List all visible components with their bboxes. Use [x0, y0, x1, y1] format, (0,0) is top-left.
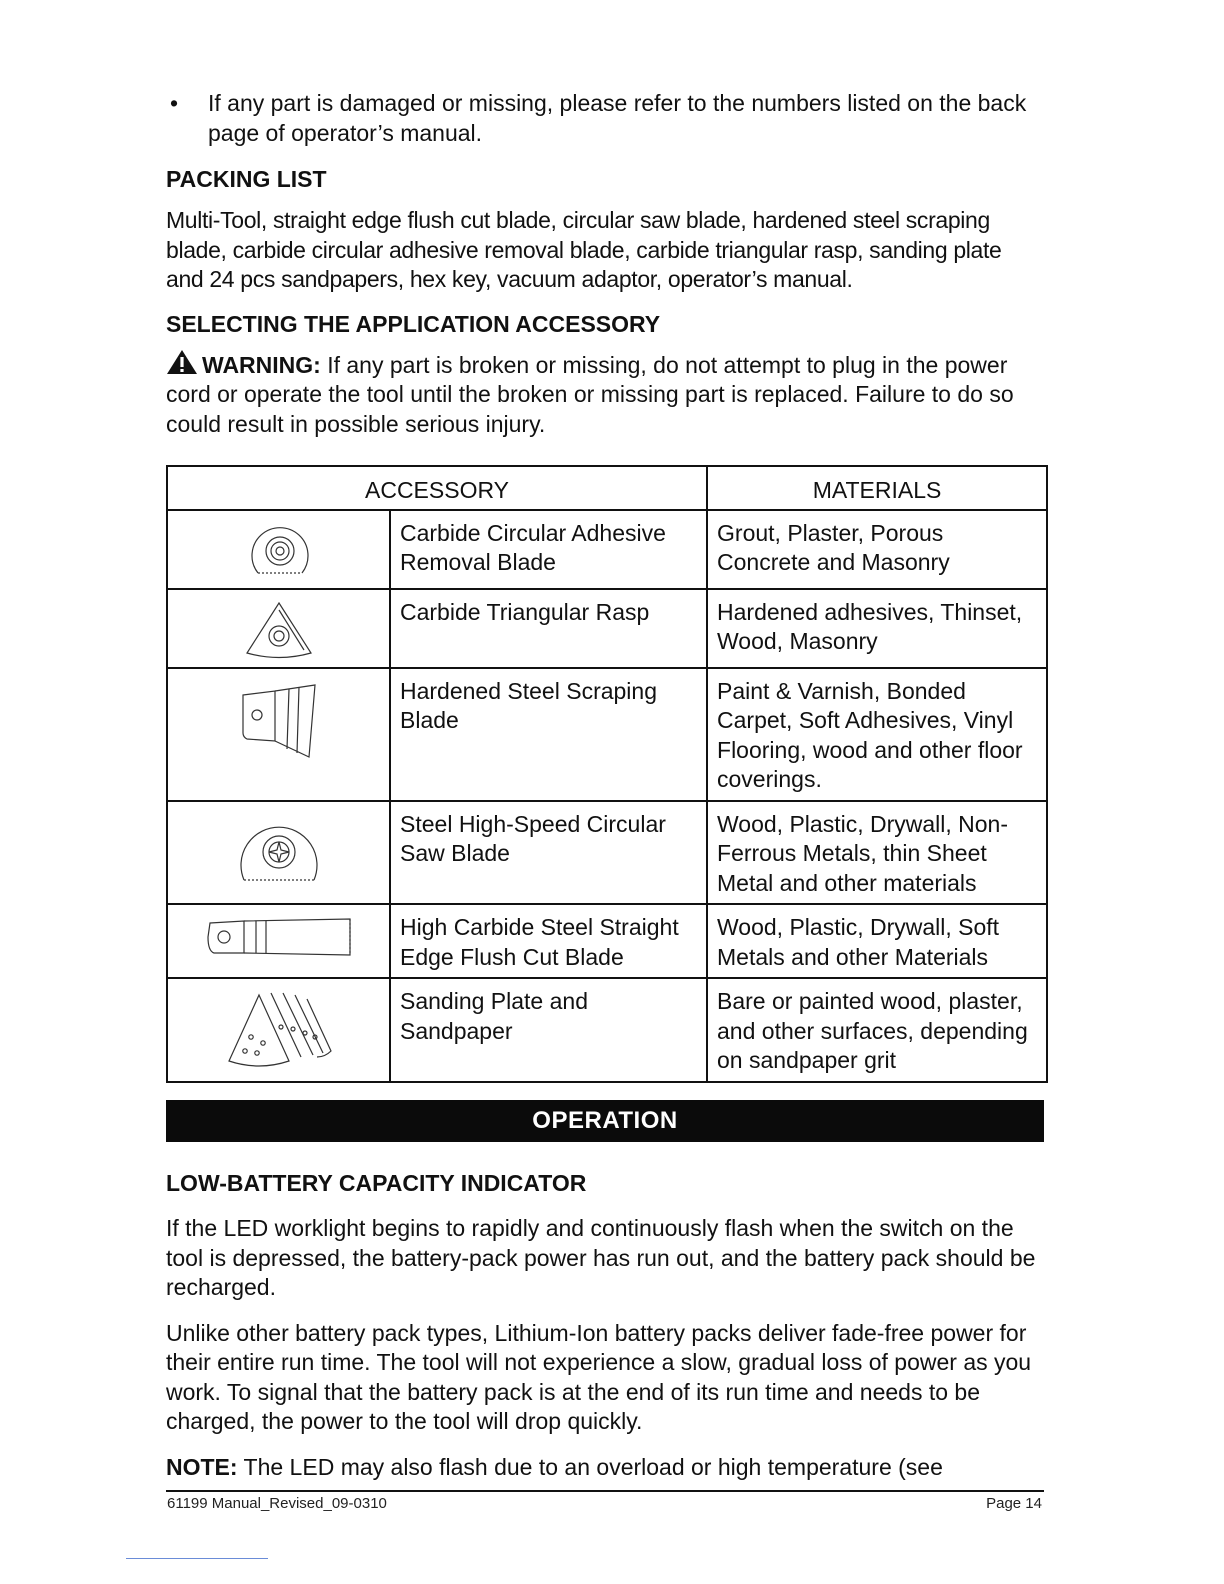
accessory-name: High Carbide Steel Straight Edge Flush Cut Blade	[390, 904, 707, 978]
accessory-materials: Hardened adhesives, Thinset, Wood, Masonry	[707, 589, 1047, 668]
table-row	[167, 801, 1047, 905]
accessory-image-cell	[167, 668, 390, 801]
table-row	[167, 589, 1047, 668]
accessory-materials: Wood, Plastic, Drywall, Soft Metals and other Materials	[707, 904, 1047, 978]
triangular-rasp-icon	[241, 598, 317, 662]
sanding-plate-icon	[219, 987, 339, 1071]
footer-document-id: 61199 Manual_Revised_09-0310	[167, 1495, 387, 1512]
accessory-materials: Bare or painted wood, plaster, and other surfaces, depending on sandpaper grit	[707, 978, 1047, 1082]
accessory-image-cell	[167, 801, 390, 905]
flush-cut-blade-icon	[204, 913, 354, 961]
table-row	[167, 978, 1047, 1082]
accessory-materials: Wood, Plastic, Drywall, Non-Ferrous Metals, thin Sheet Metal and other materials	[707, 801, 1047, 905]
accessory-materials: Grout, Plaster, Porous Concrete and Masonry	[707, 510, 1047, 589]
table-row	[167, 904, 1047, 978]
bullet-icon: •	[170, 90, 179, 116]
table-header-row	[167, 466, 1047, 510]
note-paragraph	[166, 1453, 1044, 1483]
accessory-name: Carbide Circular Adhesive Removal Blade	[390, 510, 707, 589]
circular-adhesive-blade-icon	[244, 519, 314, 583]
note-label: NOTE:	[166, 1453, 238, 1480]
accessory-name: Steel High-Speed Circular Saw Blade	[390, 801, 707, 905]
warning-text: If any part is broken or missing, do not attempt to plug in the power cord or operate the tool until the broken or missing part is replaced. Failure to do so could result in possible serious injury.	[166, 351, 1014, 437]
packing-list-heading: PACKING LIST	[166, 166, 327, 192]
accessory-name: Sanding Plate and Sandpaper	[390, 978, 707, 1082]
battery-section	[166, 1168, 1044, 1482]
intro-bullet-text: If any part is damaged or missing, please refer to the numbers listed on the back page of operator’s manual.	[208, 90, 1027, 146]
accessory-table	[166, 465, 1048, 1083]
table-row	[167, 668, 1047, 801]
warning-triangle-icon	[166, 349, 198, 375]
selecting-accessory-heading: SELECTING THE APPLICATION ACCESSORY	[166, 310, 661, 337]
accessory-image-cell	[167, 589, 390, 668]
operation-section-bar: OPERATION	[166, 1100, 1044, 1142]
accessory-image-cell	[167, 904, 390, 978]
scraping-blade-icon	[239, 677, 319, 761]
page-content	[166, 88, 1044, 439]
intro-bullet	[170, 88, 1044, 148]
accessory-image-cell	[167, 510, 390, 589]
circular-saw-blade-icon	[236, 810, 322, 894]
warning-label: WARNING:	[202, 351, 321, 378]
materials-header: MATERIALS	[707, 466, 1047, 510]
low-battery-heading: LOW-BATTERY CAPACITY INDICATOR	[166, 1170, 587, 1196]
packing-list-text: Multi-Tool, straight edge flush cut blade, circular saw blade, hardened steel scraping blade, carbide circular adhesive removal blade, carbide triangular rasp, sanding plate and 24 pcs sandpapers, hex key, vacuum adaptor, operator’s manual.	[166, 207, 1002, 292]
footer-page-number: Page 14	[986, 1495, 1042, 1512]
table-row	[167, 510, 1047, 589]
accessory-materials: Paint & Varnish, Bonded Carpet, Soft Adhesives, Vinyl Flooring, wood and other floor coverings.	[707, 668, 1047, 801]
accessory-name: Hardened Steel Scraping Blade	[390, 668, 707, 801]
accessory-name: Carbide Triangular Rasp	[390, 589, 707, 668]
accessory-header: ACCESSORY	[167, 466, 707, 510]
note-text: The LED may also flash due to an overload or high temperature (see	[237, 1453, 943, 1480]
battery-paragraph-1: If the LED worklight begins to rapidly and continuously flash when the switch on the tool is depressed, the battery-pack power has run out, and the battery pack should be recharged.	[166, 1215, 1036, 1300]
warning-paragraph	[166, 349, 1044, 440]
accessory-image-cell	[167, 978, 390, 1082]
footer-divider	[166, 1490, 1044, 1492]
battery-paragraph-2: Unlike other battery pack types, Lithium-Ion battery packs deliver fade-free power for their entire run time. The tool will not experience a slow, gradual loss of power as you work. To signal that the battery pack is at the end of its run time and needs to be charged, the power to the tool will drop quickly.	[166, 1319, 1032, 1434]
margin-rule	[126, 1558, 268, 1559]
